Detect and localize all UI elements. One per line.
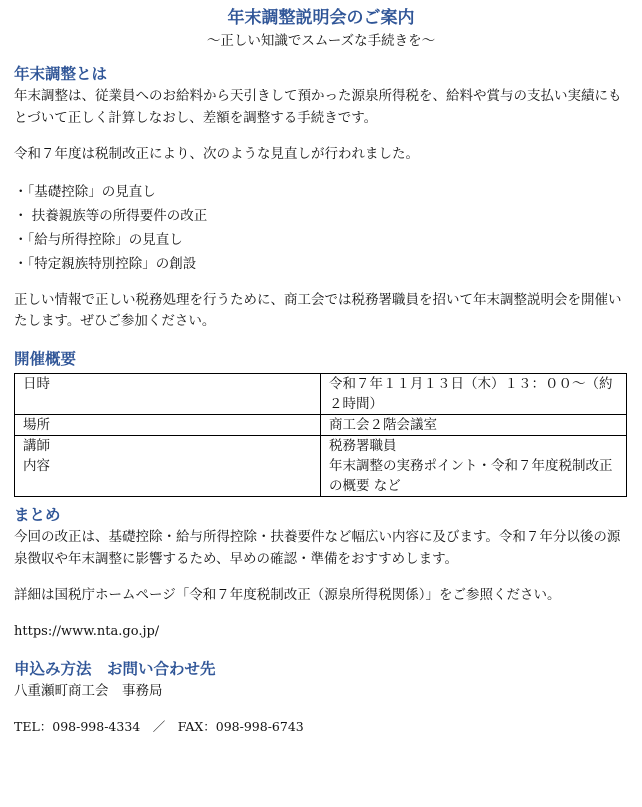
event-details-table bbox=[14, 373, 627, 497]
document-title: 年末調整説明会のご案内 bbox=[227, 8, 415, 28]
about-paragraph: 年末調整は、従業員へのお給料から天引きして預かった源泉所得税を、給料や賞与の支払い実績にもとづいて正しく計算しなおし、差額を調整する手続きです。 bbox=[14, 88, 622, 126]
section-heading-summary: まとめ bbox=[14, 506, 61, 525]
summary-paragraph: 今回の改正は、基礎控除・給与所得控除・扶養要件など幅広い内容に及びます。令和７年分以後の源泉徴収や年末調整に影響するため、早めの確認・準備をおすすめします。 bbox=[14, 529, 621, 568]
content-label: 内容 bbox=[23, 458, 50, 475]
section-heading-about: 年末調整とは bbox=[14, 65, 108, 83]
seminar-invitation: 正しい情報で正しい税務処理を行うために、商工会では税務署職員を招いて年末調整説明会を開催いたします。ぜひご参加ください。 bbox=[14, 291, 622, 330]
speaker-content-labels bbox=[15, 436, 321, 497]
speaker-content-values bbox=[321, 436, 627, 497]
revision-intro: 令和７年度は税制改正により、次のような見直しが行われました。 bbox=[14, 145, 419, 162]
table-row bbox=[15, 415, 627, 436]
section-heading-overview: 開催概要 bbox=[14, 350, 77, 369]
document-subtitle: ～正しい知識でスムーズな手続きを～ bbox=[206, 33, 436, 49]
table-row bbox=[15, 374, 627, 415]
details-paragraph: 詳細は国税庁ホームページ「令和７年度税制改正（源泉所得税関係）」をご参照ください。 bbox=[14, 587, 561, 604]
contact-organization: 八重瀬町商工会 事務局 bbox=[14, 682, 163, 699]
nta-link[interactable]: https://www.nta.go.jp/ bbox=[14, 623, 160, 639]
content-value: 年末調整の実務ポイント・令和７年度税制改正の概要 など bbox=[329, 458, 613, 495]
list-item: ・「給与所得控除」の見直し bbox=[14, 231, 183, 248]
contact-phone-fax: TEL：098-998-4334 ／ FAX：098-998-6743 bbox=[14, 718, 304, 734]
date-label: 日時 bbox=[15, 374, 321, 415]
list-item: ・「基礎控除」の見直し bbox=[14, 183, 156, 200]
table-row bbox=[15, 436, 627, 497]
speaker-value: 税務署職員 bbox=[329, 438, 397, 455]
revision-list bbox=[14, 180, 628, 276]
section-heading-contact: 申込み方法 お問い合わせ先 bbox=[14, 659, 216, 678]
speaker-label: 講師 bbox=[23, 438, 50, 455]
list-item: ・ 扶養親族等の所得要件の改正 bbox=[14, 207, 208, 224]
venue-value: 商工会２階会議室 bbox=[321, 415, 627, 436]
list-item: ・「特定親族特別控除」の創設 bbox=[14, 255, 197, 272]
venue-label: 場所 bbox=[15, 415, 321, 436]
date-value: 令和７年１１月１３日（木）１３：００～（約２時間） bbox=[321, 374, 627, 415]
